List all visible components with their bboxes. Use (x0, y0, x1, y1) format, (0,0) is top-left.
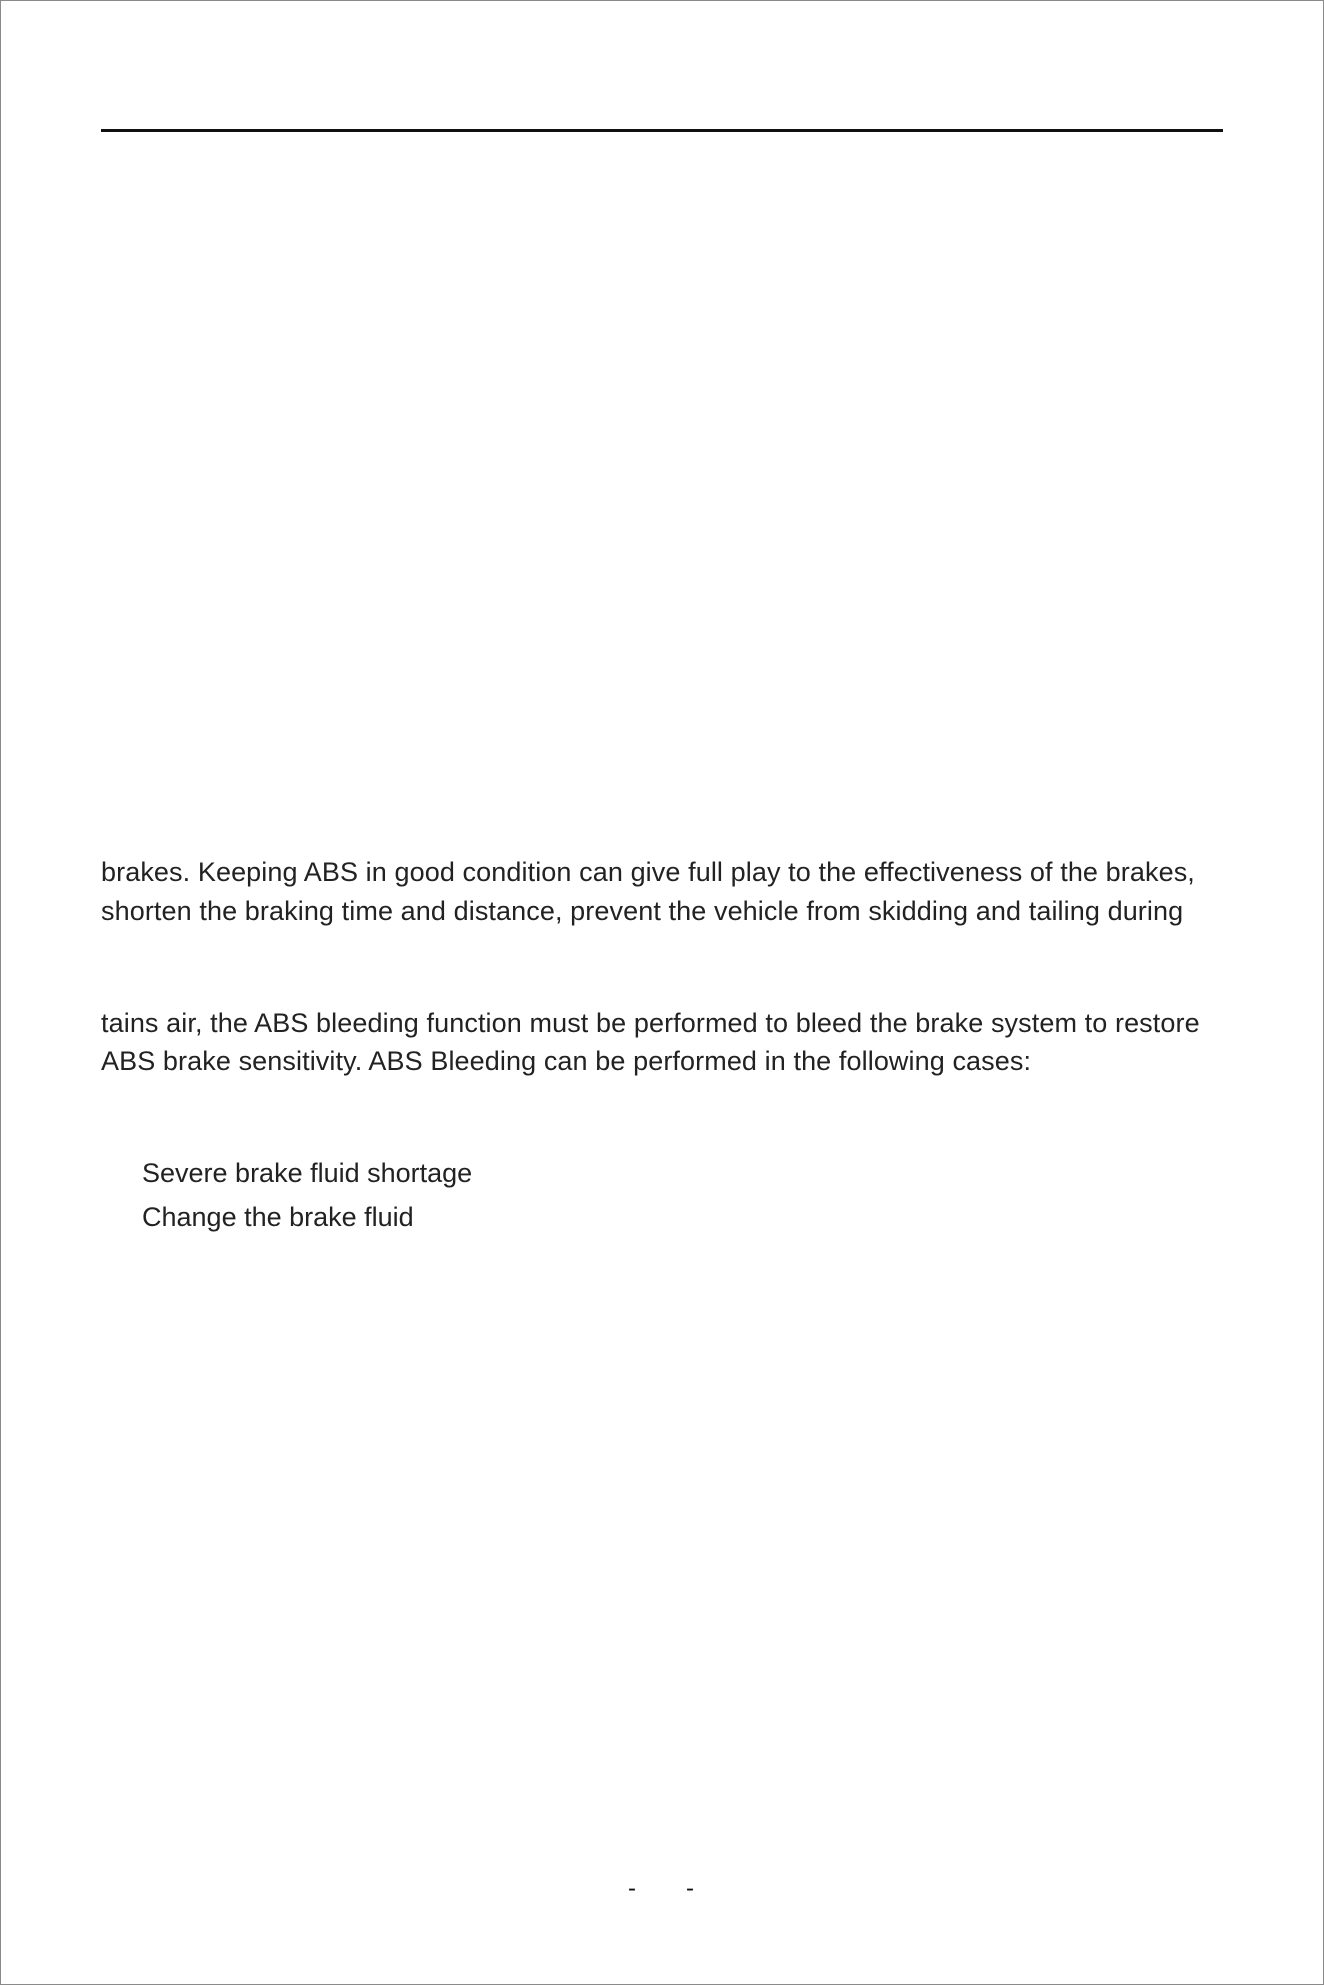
case-item: Severe brake fluid shortage (142, 1158, 473, 1188)
header-rule (101, 129, 1223, 132)
paragraph-2-line-1: tains air, the ABS bleeding function must be performed to bleed the brake system to restore (101, 1008, 1200, 1038)
paragraph-1-line-1: brakes. Keeping ABS in good condition can give full play to the effectiveness of the brakes, (101, 857, 1195, 887)
paragraph-2-line-2: ABS brake sensitivity. ABS Bleeding can be performed in the following cases: (101, 1046, 1032, 1076)
page-number-left-dash: - (628, 1875, 636, 1902)
page-number-right-dash: - (686, 1875, 694, 1902)
paragraph-1-line-2: shorten the braking time and distance, prevent the vehicle from skidding and tailing during (101, 896, 1184, 926)
case-item: Change the brake fluid (142, 1202, 414, 1232)
